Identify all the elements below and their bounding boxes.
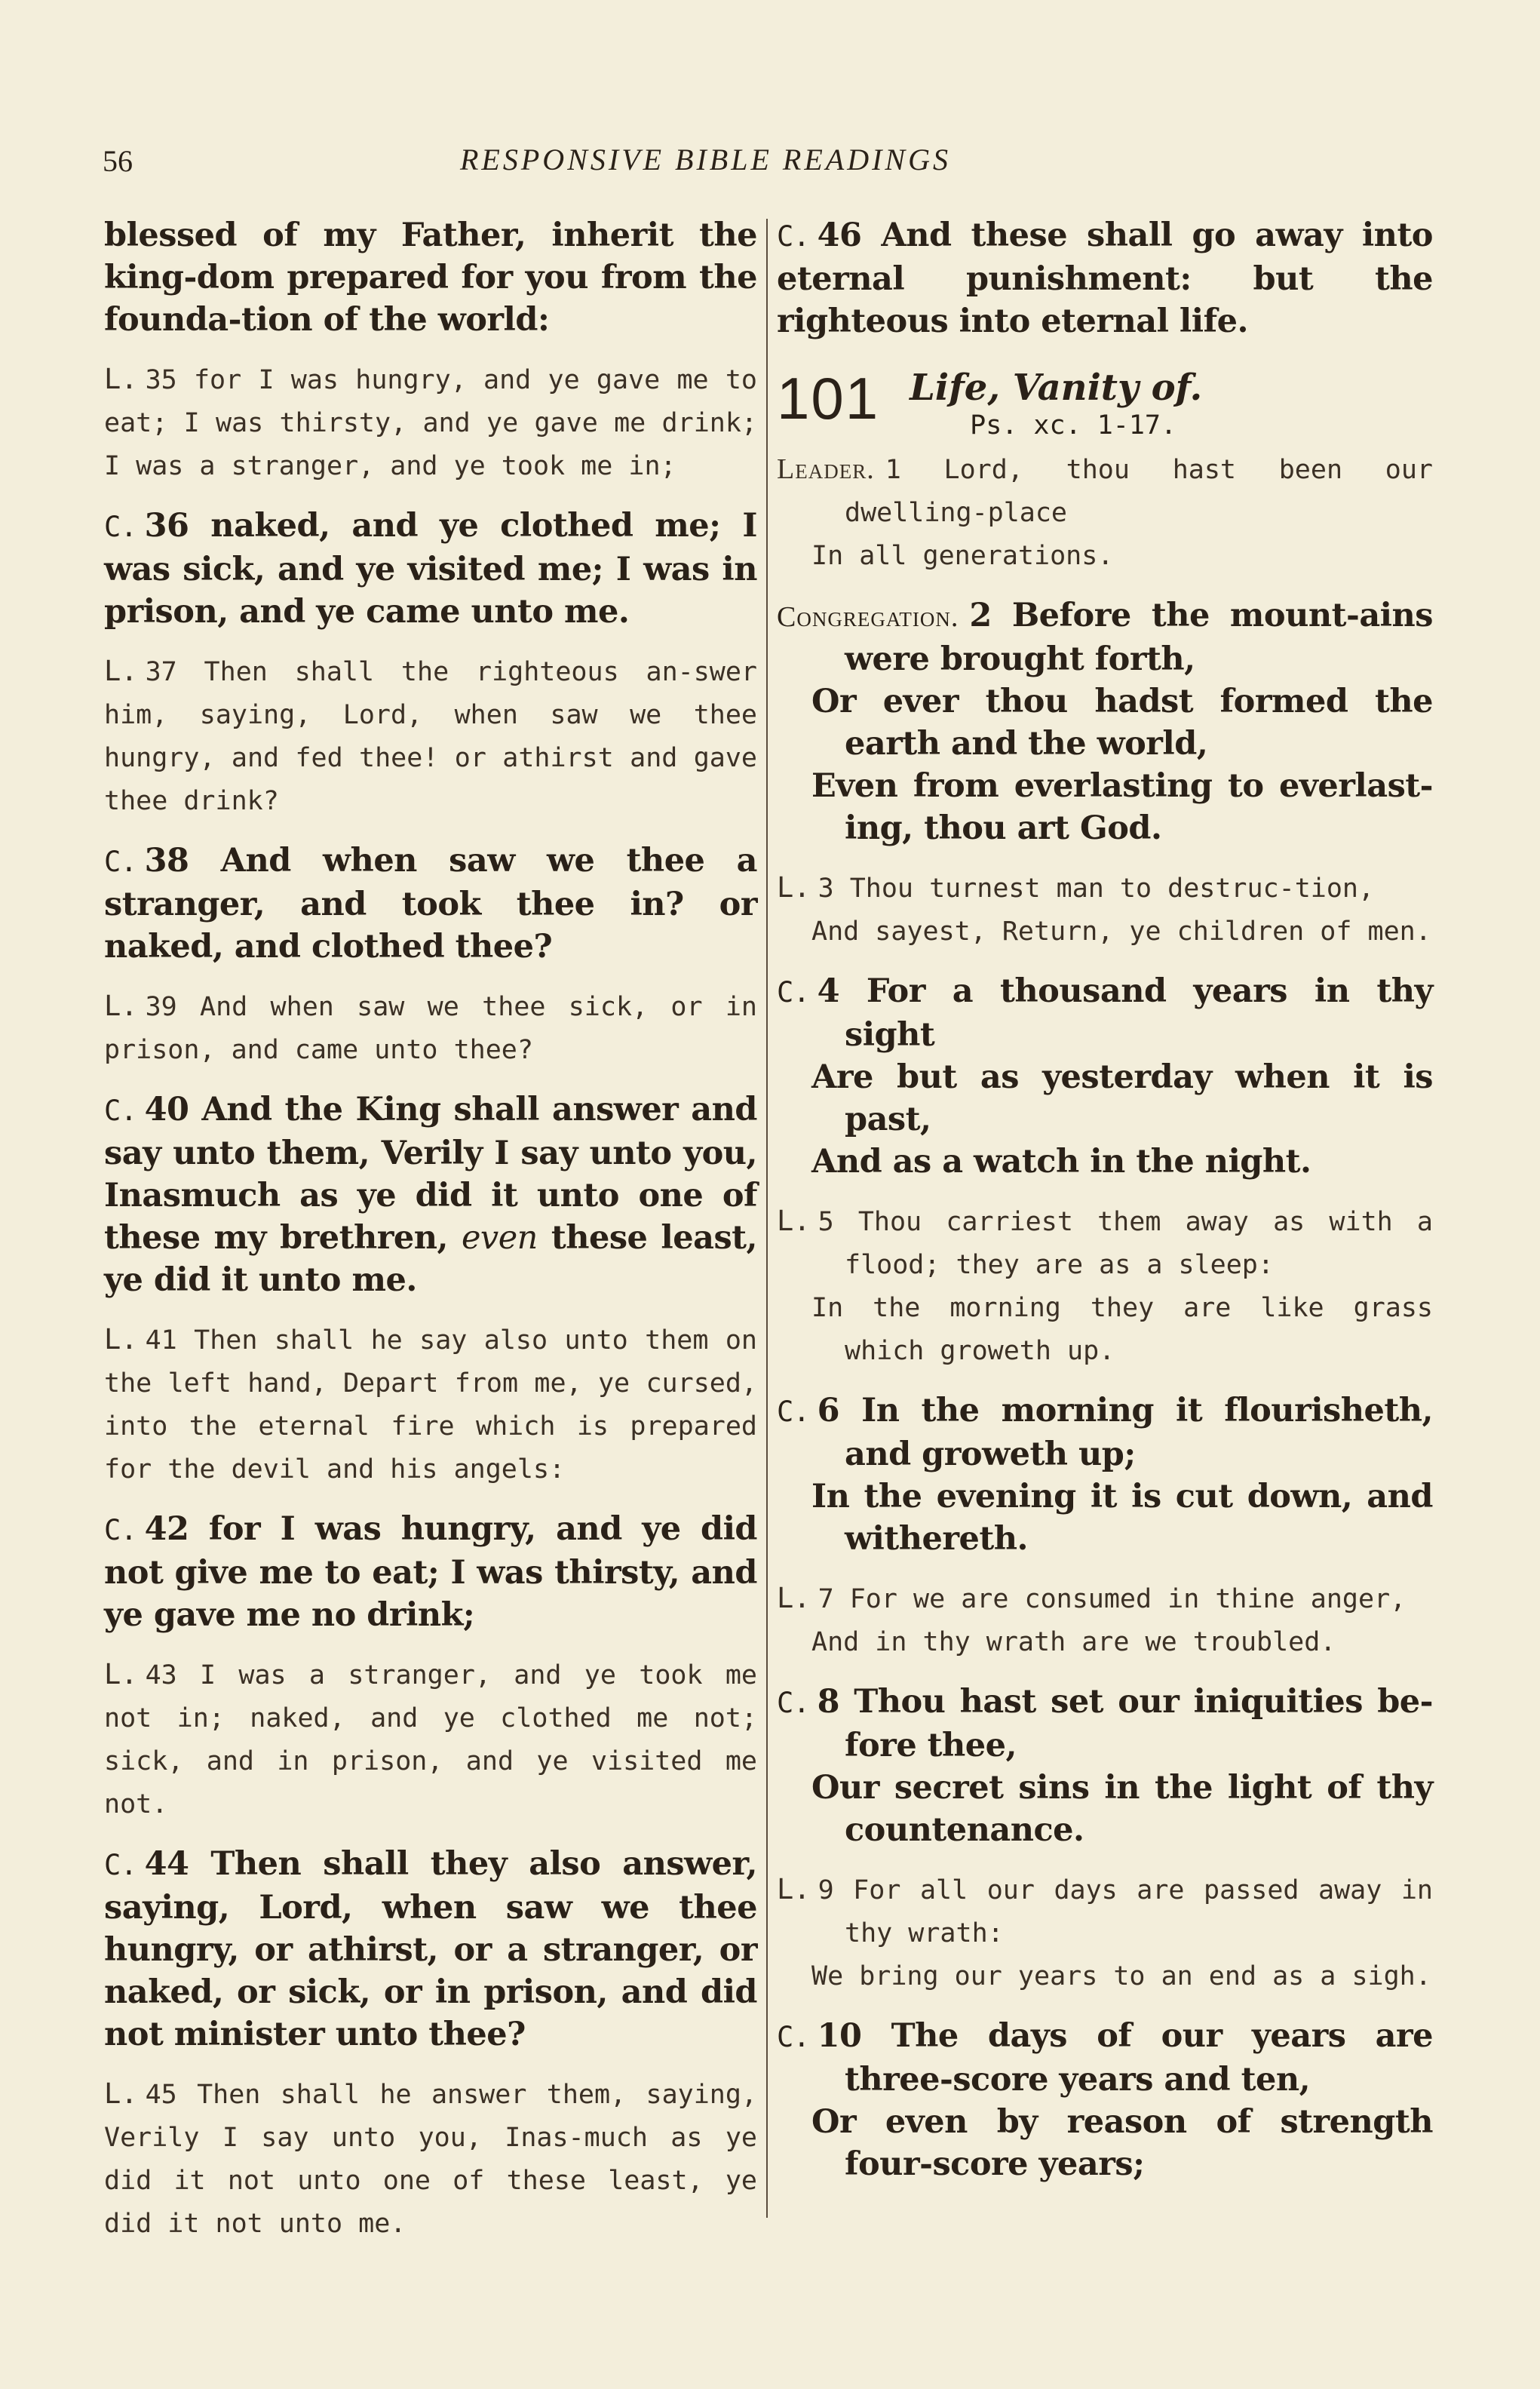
- verse-line: In the morning they are like grass which groweth up.: [811, 1293, 1433, 1366]
- left-verse-44: [104, 1843, 757, 2056]
- speaker-label: L.: [104, 2077, 138, 2110]
- psalm-verse-5: [777, 1199, 1433, 1373]
- reading-heading: [777, 365, 1433, 444]
- speaker-label: Congregation.: [777, 601, 959, 633]
- verse-text: 37 Then shall the righteous an-swer him, saying, Lord, when saw we thee hungry, and fed thee! or athirst and gave thee drink?: [104, 657, 757, 816]
- speaker-label: L.: [777, 871, 811, 904]
- speaker-label: C.: [104, 1849, 137, 1881]
- verse-text: 39 And when saw we thee sick, or in prison, and came unto thee?: [104, 992, 757, 1065]
- psalm-verse-4: [777, 970, 1433, 1183]
- verse-line: Even from everlasting to everlast-ing, thou art God.: [811, 767, 1433, 847]
- verse-line: Or ever thou hadst formed the earth and the world,: [811, 683, 1433, 763]
- verse-text: 35 for I was hungry, and ye gave me to eat; I was thirsty, and ye gave me drink; I was a stranger, and ye took me in;: [104, 365, 757, 481]
- verse-line: Congregation. 2 Before the mount-ains were brought forth,: [777, 597, 1433, 678]
- psalm-verse-2: [777, 594, 1433, 849]
- right-verse-46: [777, 214, 1433, 342]
- psalm-verse-7: [777, 1577, 1433, 1664]
- left-verse-41: [104, 1318, 757, 1491]
- speaker-label: C.: [104, 1095, 137, 1127]
- speaker-label: C.: [104, 511, 137, 543]
- verse-line: C. 8 Thou hast set our iniquities be-fore thee,: [777, 1683, 1433, 1764]
- verse-text: 43 I was a stranger, and ye took me not in; naked, and ye clothed me not; sick, and in prison, and ye visited me not.: [104, 1660, 757, 1819]
- reading-reference: Ps. xc. 1-17.: [970, 410, 1177, 441]
- left-verse-40: [104, 1089, 757, 1301]
- left-verse-43: [104, 1653, 757, 1826]
- verse-line: C. 10 The days of our years are three-score years and ten,: [777, 2017, 1433, 2099]
- speaker-label: Leader.: [777, 453, 875, 485]
- speaker-label: L.: [777, 1582, 811, 1614]
- psalm-verse-9: [777, 1868, 1433, 1998]
- speaker-label: L.: [104, 990, 138, 1022]
- speaker-label: C.: [777, 2021, 810, 2053]
- speaker-label: C.: [777, 1687, 810, 1719]
- speaker-label: L.: [777, 1873, 811, 1905]
- left-verse-38: [104, 840, 757, 968]
- left-verse-34-cont: blessed of my Father, inherit the king-dom prepared for you from the founda-tion of the world:: [104, 216, 757, 339]
- left-verse-45: [104, 2072, 757, 2246]
- speaker-label: L.: [104, 363, 138, 395]
- left-verse-39: [104, 984, 757, 1072]
- left-verse-37: [104, 649, 757, 823]
- running-title: RESPONSIVE BIBLE READINGS: [460, 143, 951, 177]
- column-divider: [766, 219, 768, 2218]
- verse-text: 46 And these shall go away into eternal punishment: but the righteous into eternal life.: [777, 216, 1433, 340]
- verse-line: And sayest, Return, ye children of men.: [811, 917, 1431, 947]
- verse-line: L. 3 Thou turnest man to destruc-tion,: [777, 871, 1375, 904]
- reading-title: Life, Vanity of.: [910, 367, 1203, 409]
- speaker-label: C.: [104, 1514, 137, 1546]
- left-column: [104, 214, 757, 2262]
- verse-text: 41 Then shall he say also unto them on the left hand, Depart from me, ye cursed, into the eternal fire which is prepared for the devil and his angels:: [104, 1325, 757, 1485]
- verse-line: L. 5 Thou carriest them away as with a flood; they are as a sleep:: [777, 1205, 1433, 1280]
- verse-line: L. 7 For we are consumed in thine anger,: [777, 1582, 1407, 1614]
- verse-line: L. 9 For all our days are passed away in thy wrath:: [777, 1873, 1433, 1948]
- speaker-label: C.: [777, 220, 810, 253]
- speaker-label: L.: [104, 1658, 138, 1690]
- psalm-verse-6: [777, 1389, 1433, 1560]
- verse-text: 38 And when saw we thee a stranger, and took thee in? or naked, and clothed thee?: [104, 842, 757, 966]
- verse-line: Our secret sins in the light of thy countenance.: [811, 1769, 1433, 1849]
- speaker-label: C.: [777, 976, 810, 1009]
- right-column: [777, 214, 1433, 2202]
- verse-text: 45 Then shall he answer them, saying, Verily I say unto you, Inas-much as ye did it not unto one of these least, ye did it not unto me.: [104, 2080, 757, 2239]
- verse-text: 44 Then shall they also answer, saying, Lord, when saw we thee hungry, or athirst, or a stranger, or naked, or sick, or in prison, and did not minister unto thee?: [104, 1845, 757, 2053]
- verse-text: 40 And the King shall answer and say unto them, Verily I say unto you, Inasmuch as ye did it unto one of these my brethren,: [104, 1091, 757, 1257]
- reading-number: 101: [777, 365, 880, 431]
- verse-line: And in thy wrath are we troubled.: [811, 1627, 1336, 1657]
- verse-line: We bring our years to an end as a sigh.: [811, 1961, 1431, 1991]
- verse-text: 42 for I was hungry, and ye did not give me to eat; I was thirsty, and ye gave me no drink;: [104, 1510, 757, 1634]
- speaker-label: C.: [104, 846, 137, 878]
- verse-line: C. 4 For a thousand years in thy sight: [777, 972, 1433, 1054]
- speaker-label: L.: [777, 1205, 811, 1237]
- speaker-label: L.: [104, 655, 138, 687]
- verse-line: Or even by reason of strength four-score years;: [811, 2103, 1433, 2183]
- psalm-verse-10: [777, 2015, 1433, 2185]
- speaker-label: C.: [777, 1396, 810, 1428]
- verse-text: these least, ye did it unto me.: [104, 1219, 757, 1299]
- left-verse-42: [104, 1508, 757, 1636]
- verse-line: In the evening it is cut down, and withereth.: [811, 1478, 1433, 1558]
- verse-line: And as a watch in the night.: [811, 1143, 1311, 1181]
- verse-line: Leader. 1 Lord, thou hast been our dwelling-place: [777, 453, 1433, 528]
- verse-italic-word: even: [461, 1219, 538, 1257]
- verse-line: Are but as yesterday when it is past,: [811, 1058, 1433, 1138]
- psalm-verse-8: [777, 1681, 1433, 1851]
- speaker-label: L.: [104, 1323, 138, 1356]
- verse-line: In all generations.: [811, 541, 1114, 571]
- left-verse-36: [104, 505, 757, 633]
- verse-line: C. 6 In the morning it flourisheth, and groweth up;: [777, 1392, 1433, 1473]
- left-verse-35: [104, 358, 757, 488]
- psalm-verse-1: [777, 448, 1433, 578]
- verse-text: 36 naked, and ye clothed me; I was sick, and ye visited me; I was in prison, and ye came unto me.: [104, 507, 757, 631]
- psalm-verse-3: [777, 866, 1433, 953]
- page-number: 56: [103, 144, 133, 178]
